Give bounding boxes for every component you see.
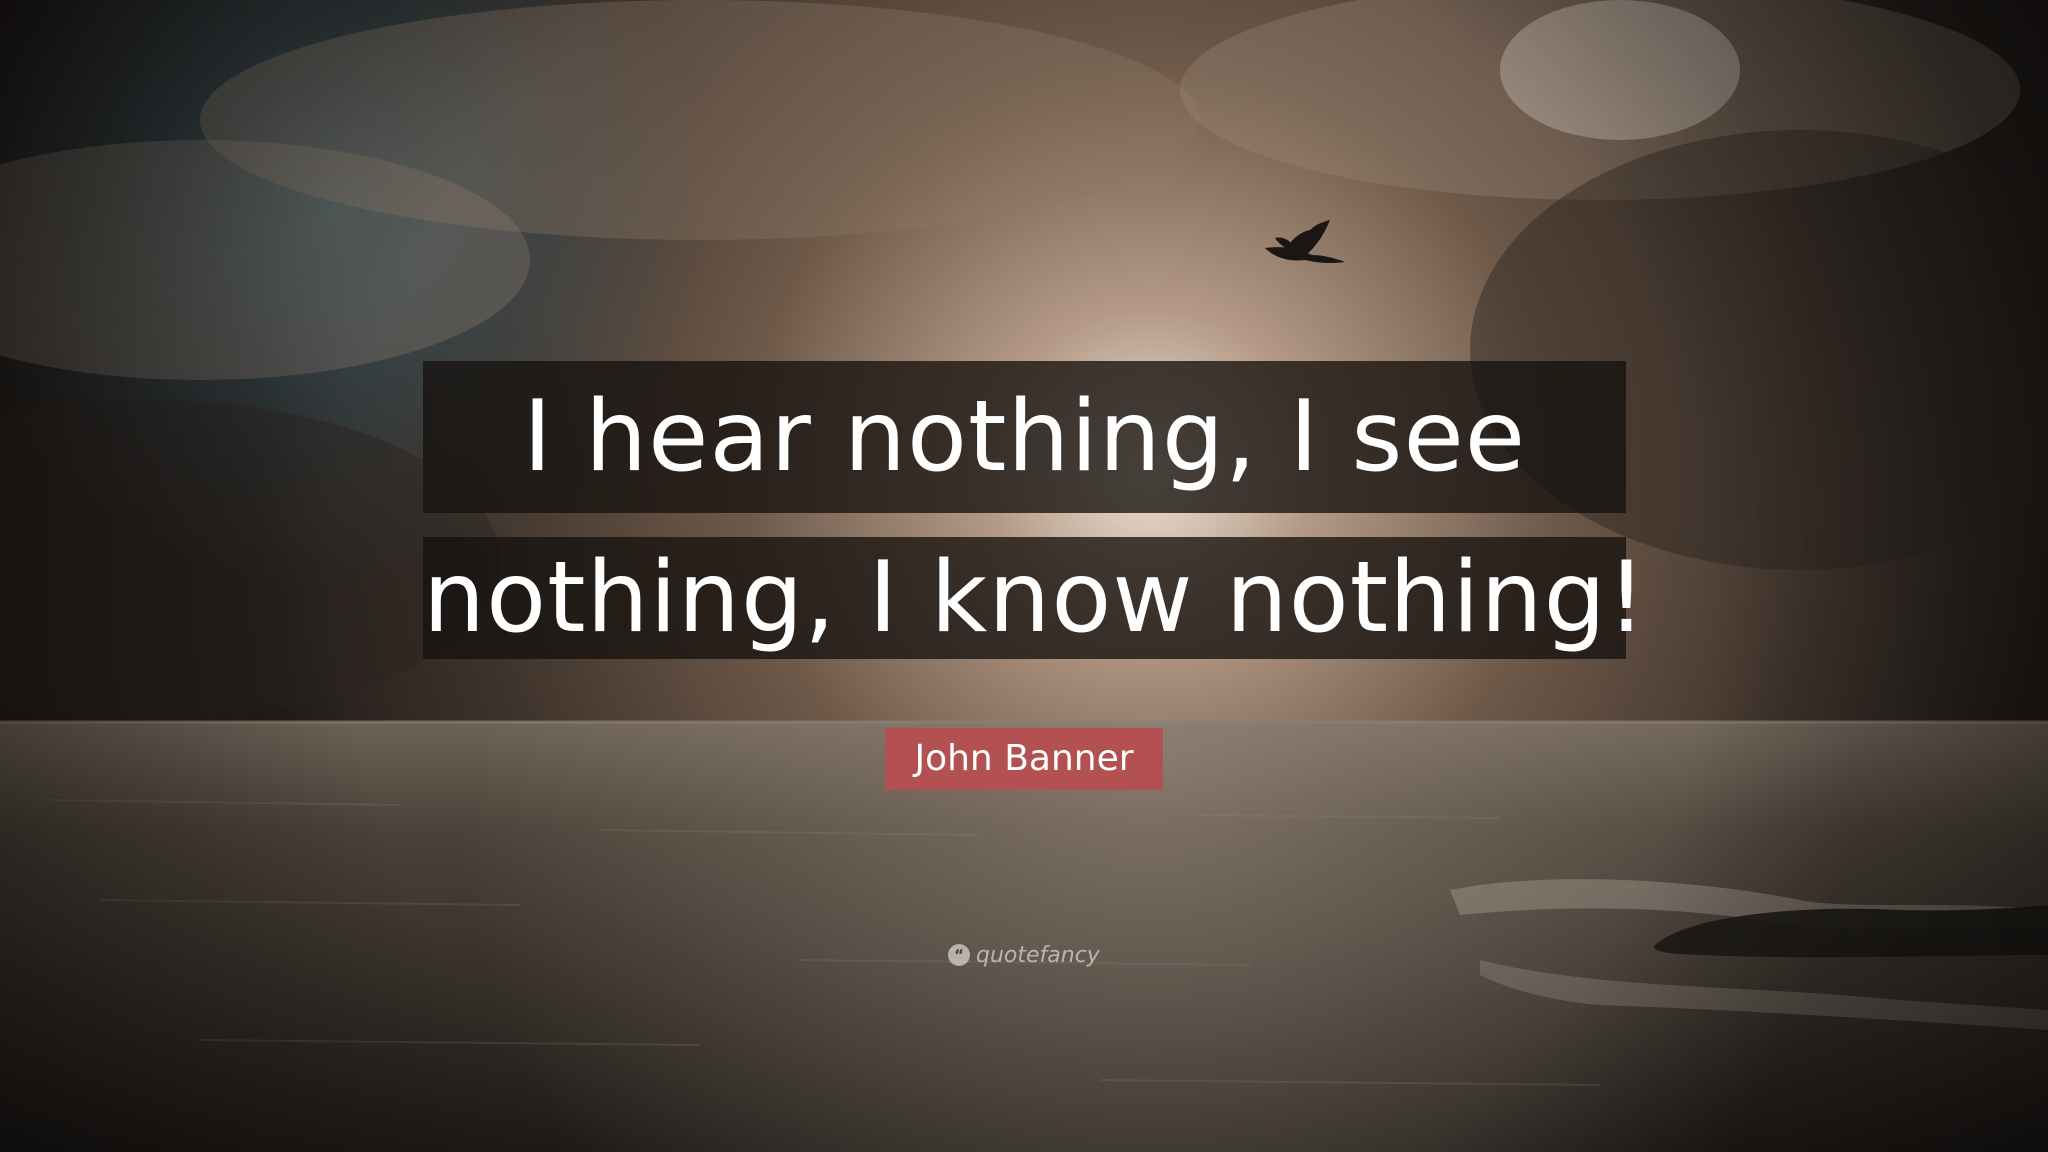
author-badge: John Banner (885, 728, 1163, 790)
watermark-text: quotefancy (976, 942, 1100, 968)
quote-line-1: I hear nothing, I see (423, 361, 1626, 513)
quote-line-2: nothing, I know nothing! (423, 537, 1626, 659)
quote-marks-icon: “ (948, 944, 970, 966)
watermark (948, 940, 1100, 970)
